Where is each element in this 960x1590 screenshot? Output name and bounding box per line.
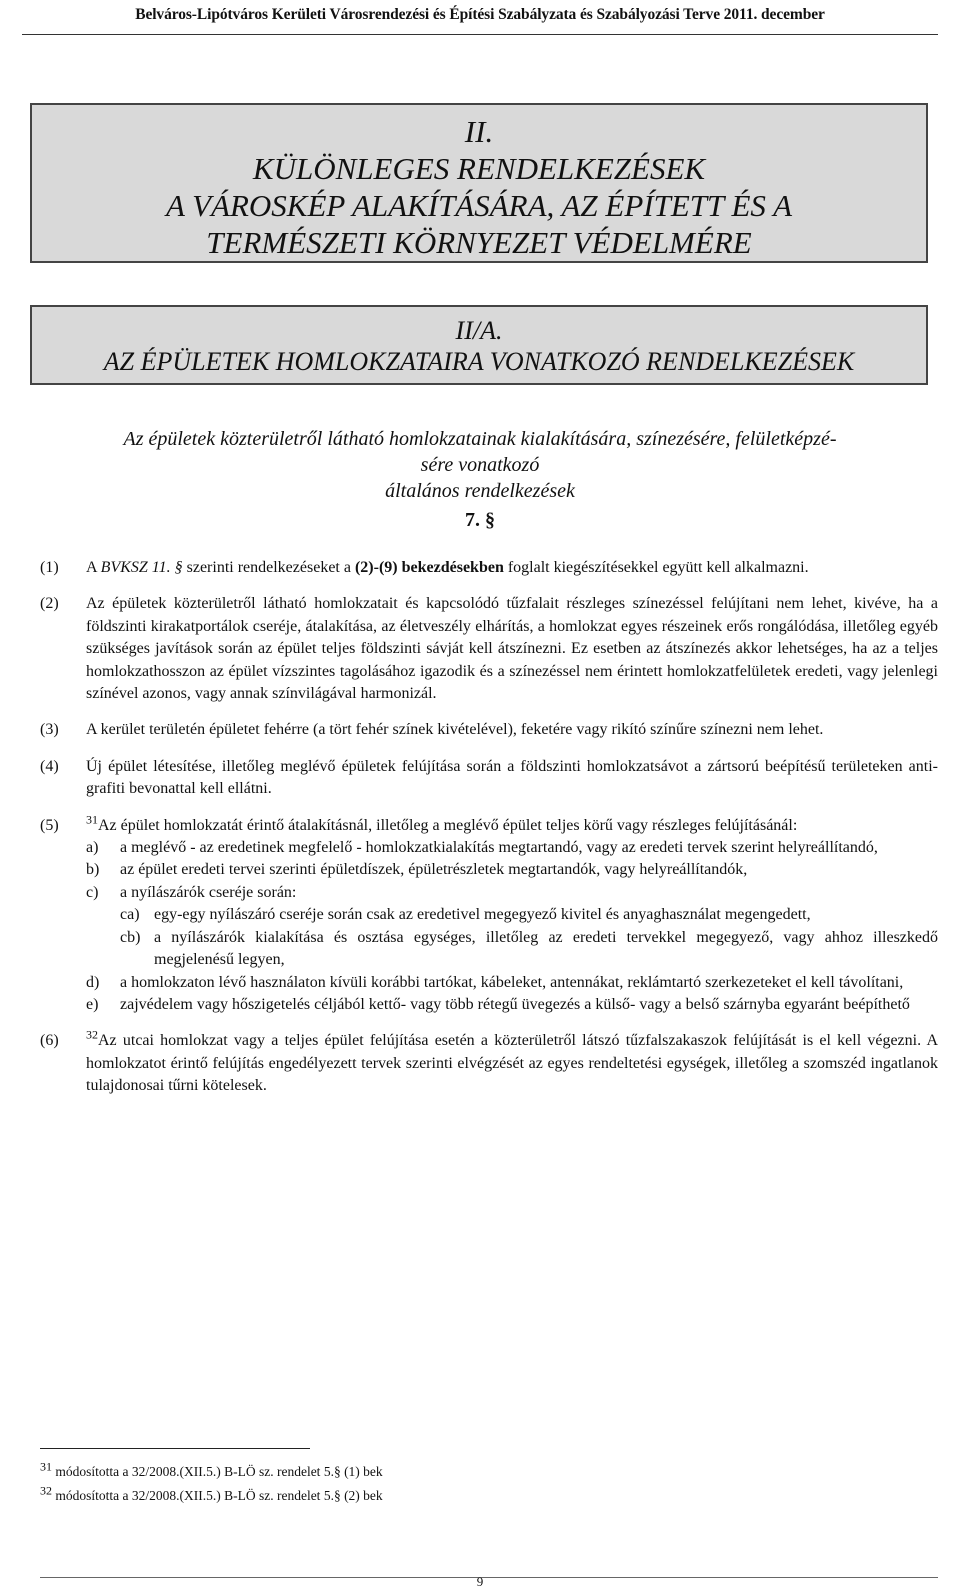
list-text: az épület eredeti tervei szerinti épületdíszek, épületrészletek megtartandók, vagy helyreállítandók, [120,861,748,879]
section-title [22,426,938,504]
list-item [86,882,938,904]
list-label: c) [86,883,99,901]
point-list [86,837,938,1016]
list-label: b) [86,861,100,879]
footnote-text: módosította a 32/2008.(XII.5.) B-LÖ sz. rendelet 5.§ (1) bek [55,1464,383,1479]
text-run: Az épület homlokzatát érintő átalakításnál, illetőleg a meglévő épület teljes körű vagy részleges felújításánál: [98,816,798,834]
paragraph-number: (1) [40,559,59,576]
footnote [40,1484,938,1508]
chapter-title-line: A VÁROSKÉP ALAKÍTÁSÁRA, AZ ÉPÍTETT ÉS A [165,188,793,223]
chapter-title-line: KÜLÖNLEGES RENDELKEZÉSEK [252,151,706,186]
list-item [120,904,938,926]
paragraph-number: (6) [40,1032,59,1050]
list-text: zajvédelem vagy hőszigetelés céljából kettő- vagy több rétegű üvegezés a külső- vagy a belső szárnyba egyaránt beépíthető [120,995,910,1013]
list-item [86,972,938,994]
chapter-number: II. [464,114,494,149]
list-item [86,859,938,881]
document-body [40,557,938,1112]
list-item [86,994,938,1016]
list-label: ca) [120,906,140,924]
paragraph-number: (3) [40,721,59,739]
paragraph-2 [40,593,938,705]
paragraph-number: (4) [40,757,59,775]
paragraph-6 [40,1027,938,1097]
footnote-marker[interactable]: 31 [86,812,98,827]
running-header: Belváros-Lipótváros Kerületi Városrendezési és Építési Szabályzata és Szabályozási Terve 2011. december [135,6,825,23]
footnote-number: 31 [40,1459,52,1474]
list-text: egy-egy nyílászáró cseréje során csak az eredetivel megegyező kivitel és anyaghasználat megengedett, [154,906,811,924]
page-number: 9 [476,1574,484,1589]
paragraph-3 [40,719,938,741]
section-number: 7. § [465,509,495,531]
footnote-marker[interactable]: 32 [86,1027,98,1042]
paragraph-5 [40,812,938,1017]
chapter-title-line: TERMÉSZETI KÖRNYEZET VÉDELMÉRE [206,225,752,260]
list-label: e) [86,995,99,1013]
list-text: a nyílászárók kialakítása és osztása egységes, illetőleg az eredeti tervekkel megegyező, vagy ahhoz illeszkedő megjelenésű legyen, [154,928,938,969]
subchapter-title: AZ ÉPÜLETEK HOMLOKZATAIRA VONATKOZÓ RENDELKEZÉSEK [103,347,855,376]
paragraph-number: (5) [40,816,59,834]
section-title-line: Az épületek közterületről látható homlokzatainak kialakítására, színezésére, felületképzé- [123,428,837,450]
chapter-title-box [30,103,928,263]
law-reference: BVKSZ 11. § [100,559,183,576]
list-item [86,837,938,859]
list-text: a meglévő - az eredetinek megfelelő - homlokzatkialakítás megtartandó, vagy az eredeti tervek szerint helyreállítandó, [120,839,878,857]
paragraph-text [86,557,938,579]
text-run: szerinti rendelkezéseket a [182,559,355,576]
paragraph-text: Új épület létesítése, illetőleg meglévő épületek felújítása során a földszinti homlokzatsávot a zártsorú beépítésű területeken anti-grafiti bevonattal kell ellátni. [86,757,938,798]
list-label: cb) [120,928,141,946]
paragraph-text [86,1027,938,1097]
paragraph-text: Az épületek közterületről látható homlokzatait és kapcsolódó tűzfalait részleges színezéssel felújítani nem lehet, kivéve, ha a földszinti kirakatportálok cseréje, átalakítása, az életveszély elhárítás, a homlokzat egyes részeinek erős rongálódása, illetőleg egyéb szükséges javítások során az épület teljes földszinti sávját kell átszínezni. Ez esetben az átszínezés akkor lehetséges, ha az a teljes homlokzathosszon az épület vízszintes tagolásához igazodik és a színezéssel nem érintett homlokzatfelületek eredeti, vagy jelenlegi színével azonos, vagy annak színvilágával harmonizál. [86,595,938,703]
section-title-line: általános rendelkezések [385,480,575,502]
text-run: foglalt kiegészítésekkel együtt kell alkalmazni. [503,559,809,576]
header-divider [22,34,938,35]
sub-point-list [86,904,938,971]
text-run: Az utcai homlokzat vagy a teljes épület felújítása esetén a közterületről látszó tűzfalszakaszok felújítását is el kell végezni. A homlokzatot érintő felújítás engedélyezett tervek szerinti elvégzését az egyes rendeltetési egységek, illetőleg a szomszéd ingatlanok tulajdonosai tűrni kötelesek. [86,1032,938,1095]
list-text: a homlokzaton lévő használaton kívüli korábbi tartókat, kábeleket, antennákat, reklámtartó szerkezeteket el kell távolítani, [120,973,904,991]
subchapter-number: II/A. [455,316,503,345]
footnote-divider [40,1448,310,1449]
footnote-number: 32 [40,1483,52,1498]
subchapter-title-box [30,305,928,385]
paragraph-4 [40,756,938,801]
paragraph-number: (2) [40,595,59,613]
paragraph-intro [86,812,938,837]
section-title-line: sére vonatkozó [420,454,540,476]
footnote [40,1460,938,1484]
list-item [120,927,938,972]
bold-reference: (2)-(9) bekezdésekben [354,559,504,576]
list-text: a nyílászárók cseréje során: [120,883,297,901]
paragraph-text: A kerület területén épületet fehérre (a tört fehér színek kivételével), feketére vagy rikító színűre színezni nem lehet. [86,721,824,739]
list-label: a) [86,839,99,857]
footnote-text: módosította a 32/2008.(XII.5.) B-LÖ sz. rendelet 5.§ (2) bek [55,1488,383,1503]
footnotes [40,1460,938,1508]
text-run: A [86,559,101,576]
paragraph-1 [40,557,938,579]
paragraph-text [86,812,938,1017]
list-label: d) [86,973,100,991]
